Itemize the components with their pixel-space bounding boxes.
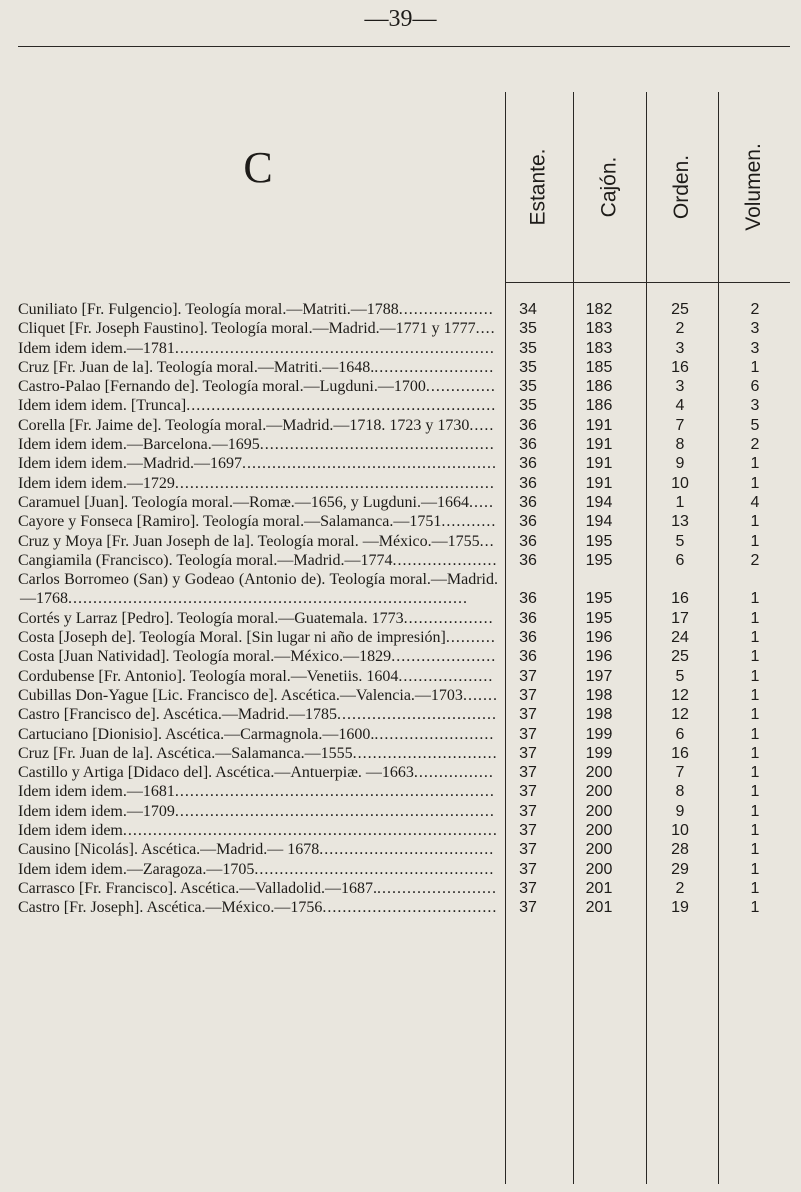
entry-orden: 5 — [675, 532, 685, 550]
entry-orden: 24 — [671, 629, 689, 647]
dot-leader: .............. — [425, 378, 496, 396]
entry-description: Idem idem idem.—1781................................................................ — [18, 339, 495, 357]
entry-cajon: 200 — [585, 764, 613, 782]
entry-estante: 37 — [519, 706, 537, 724]
dot-leader: ............................. — [352, 744, 498, 762]
entry-orden: 19 — [671, 899, 689, 917]
catalog-entry — [0, 782, 801, 801]
entry-description: Cordubense [Fr. Antonio]. Teología moral.—Venetiis. 1604................... — [18, 667, 494, 685]
entry-cajon: 201 — [585, 879, 613, 897]
entry-cajon: 200 — [585, 783, 613, 801]
entry-location — [0, 474, 801, 493]
top-rule — [18, 46, 790, 47]
catalog-entry — [0, 898, 801, 917]
catalog-entry — [0, 512, 801, 531]
entry-estante: 35 — [519, 339, 537, 357]
catalog-entry — [0, 300, 801, 319]
entry-cajon: 201 — [585, 899, 613, 917]
catalog-entry — [0, 879, 801, 898]
entry-estante: 36 — [519, 609, 537, 627]
entry-description: Idem idem idem.—Madrid.—1697................................................... — [18, 455, 497, 473]
entry-description: Idem idem idem........................................................................... — [18, 822, 498, 840]
entry-location — [0, 551, 801, 570]
entry-orden: 9 — [675, 455, 685, 473]
entry-estante: 37 — [519, 686, 537, 704]
catalog-entry — [0, 551, 801, 570]
entry-description: Castro-Palao [Fernando de]. Teología moral.—Lugduni.—1700.............. — [18, 378, 496, 396]
entry-location — [0, 339, 801, 358]
dot-leader: ................................................ — [254, 860, 495, 878]
entry-estante: 37 — [519, 783, 537, 801]
catalog-entry — [0, 802, 801, 821]
entry-estante: 36 — [519, 648, 537, 666]
entry-estante: 37 — [519, 841, 537, 859]
entry-cajon: 194 — [585, 513, 613, 531]
entry-cajon: 186 — [585, 378, 613, 396]
entry-estante: 37 — [519, 744, 537, 762]
entry-description: Cartuciano [Dionisio]. Ascética.—Carmagnola.—1600......................... — [18, 725, 495, 743]
entry-description: Cortés y Larraz [Pedro]. Teología moral.—Guatemala. 1773.................. — [18, 609, 494, 627]
column-header-cajon: Cajón. — [597, 156, 621, 218]
dot-leader: .... — [475, 320, 496, 338]
entry-orden: 9 — [675, 802, 685, 820]
entry-cajon: 198 — [585, 686, 613, 704]
catalog-entry — [0, 570, 801, 609]
entry-orden: 6 — [675, 725, 685, 743]
dot-leader: ........................ — [374, 725, 495, 743]
entry-volumen: 1 — [750, 764, 760, 782]
entry-estante: 36 — [519, 416, 537, 434]
dot-leader: ........................ — [377, 879, 498, 897]
entry-volumen: 5 — [750, 416, 760, 434]
entry-volumen: 4 — [750, 493, 760, 511]
entry-cajon: 200 — [585, 802, 613, 820]
entry-location — [0, 589, 801, 608]
entry-cajon: 200 — [585, 822, 613, 840]
catalog-entry — [0, 396, 801, 415]
entry-estante: 37 — [519, 822, 537, 840]
entry-estante: 36 — [519, 551, 537, 569]
entry-cajon: 183 — [585, 320, 613, 338]
dot-leader: ..... — [469, 416, 495, 434]
catalog-entry — [0, 377, 801, 396]
dot-leader: ................ — [413, 764, 494, 782]
dot-leader: ........................................................................... — [122, 822, 498, 840]
entry-volumen: 1 — [750, 609, 760, 627]
entry-description: Cubillas Don-Yague [Lic. Francisco de]. Ascética.—Valencia.—1703....... — [18, 686, 498, 704]
entry-orden: 29 — [671, 860, 689, 878]
entry-volumen: 1 — [750, 879, 760, 897]
dot-leader: ........................ — [374, 358, 495, 376]
catalog-entry — [0, 493, 801, 512]
entry-location — [0, 512, 801, 531]
catalog-entry — [0, 860, 801, 879]
catalog-entry — [0, 840, 801, 859]
entry-description: Corella [Fr. Jaime de]. Teología moral.—Madrid.—1718. 1723 y 1730..... — [18, 416, 495, 434]
entry-cajon: 195 — [585, 609, 613, 627]
entry-location — [0, 609, 801, 628]
entry-location — [0, 647, 801, 666]
entry-location — [0, 416, 801, 435]
entry-estante: 37 — [519, 879, 537, 897]
entry-estante: 37 — [519, 899, 537, 917]
entry-location — [0, 358, 801, 377]
entry-location — [0, 628, 801, 647]
entry-volumen: 1 — [750, 725, 760, 743]
catalog-entry — [0, 647, 801, 666]
entry-location — [0, 840, 801, 859]
catalog-entry — [0, 339, 801, 358]
dot-leader: ..... — [468, 493, 494, 511]
entry-orden: 4 — [675, 397, 685, 415]
entry-orden: 10 — [671, 474, 689, 492]
entry-cajon: 200 — [585, 860, 613, 878]
dot-leader: ............................................... — [259, 436, 495, 454]
entry-estante: 36 — [519, 493, 537, 511]
entry-volumen: 1 — [750, 744, 760, 762]
entry-orden: 2 — [675, 879, 685, 897]
entry-orden: 3 — [675, 339, 685, 357]
entry-cajon: 191 — [585, 474, 613, 492]
entry-volumen: 2 — [750, 436, 760, 454]
entry-estante: 36 — [519, 532, 537, 550]
entry-volumen: 1 — [750, 667, 760, 685]
entry-description: Carlos Borromeo (San) y Godeao (Antonio de). Teología moral.—Madrid.—1768................................................................................ — [18, 571, 498, 608]
entry-estante: 37 — [519, 725, 537, 743]
catalog-entry — [0, 416, 801, 435]
entry-cajon: 194 — [585, 493, 613, 511]
dot-leader: ................... — [398, 667, 494, 685]
entry-location — [0, 454, 801, 473]
entry-estante: 35 — [519, 358, 537, 376]
entry-description: Idem idem idem.—1681................................................................ — [18, 783, 495, 801]
entry-orden: 12 — [671, 686, 689, 704]
entry-cajon: 185 — [585, 358, 613, 376]
entry-description: Idem idem idem.—Zaragoza.—1705................................................ — [18, 860, 495, 878]
entry-volumen: 6 — [750, 378, 760, 396]
catalog-entry — [0, 435, 801, 454]
dot-leader: ... — [479, 532, 495, 550]
entry-estante: 36 — [519, 436, 537, 454]
catalog-entry — [0, 821, 801, 840]
catalog-entry — [0, 454, 801, 473]
entry-description: Castro [Fr. Joseph]. Ascética.—México.—1756................................... — [18, 899, 498, 917]
entry-cajon: 186 — [585, 397, 613, 415]
dot-leader: ................................................................................ — [68, 590, 468, 608]
entry-orden: 16 — [671, 744, 689, 762]
catalog-entry — [0, 609, 801, 628]
entry-estante: 36 — [519, 590, 537, 608]
entry-description: Costa [Joseph de]. Teología Moral. [Sin lugar ni año de impresión].......... — [18, 629, 496, 647]
entry-location — [0, 435, 801, 454]
catalog-entry — [0, 667, 801, 686]
dot-leader: ..................... — [392, 551, 498, 569]
entry-volumen: 1 — [750, 358, 760, 376]
entry-location — [0, 300, 801, 319]
entry-estante: 37 — [519, 802, 537, 820]
entry-description: Causino [Nicolás]. Ascética.—Madrid.— 1678................................... — [18, 841, 495, 859]
entry-estante: 35 — [519, 397, 537, 415]
dot-leader: ................................................................ — [174, 783, 495, 801]
entry-estante: 37 — [519, 860, 537, 878]
entry-orden: 10 — [671, 822, 689, 840]
entry-cajon: 198 — [585, 706, 613, 724]
entry-location — [0, 493, 801, 512]
entry-estante: 35 — [519, 320, 537, 338]
entry-description: Cuniliato [Fr. Fulgencio]. Teología moral.—Matriti.—1788................... — [18, 301, 494, 318]
catalog-entry — [0, 532, 801, 551]
dot-leader: ................................................................ — [174, 802, 495, 820]
entry-location — [0, 860, 801, 879]
catalog-entries — [0, 300, 801, 918]
dot-leader: ................................................... — [241, 455, 497, 473]
entry-description: Caramuel [Juan]. Teología moral.—Romæ.—1656, y Lugduni.—1664..... — [18, 493, 494, 511]
dot-leader: .......... — [445, 629, 496, 647]
dot-leader: ................................................................ — [174, 339, 495, 357]
entry-description: Cayore y Fonseca [Ramiro]. Teología moral.—Salamanca.—1751........... — [18, 513, 497, 531]
entry-volumen: 1 — [750, 474, 760, 492]
entry-volumen: 1 — [750, 802, 760, 820]
entry-orden: 3 — [675, 378, 685, 396]
entry-description: Idem idem idem.—Barcelona.—1695............................................... — [18, 436, 495, 454]
entry-orden: 8 — [675, 436, 685, 454]
dot-leader: ..................... — [391, 648, 497, 666]
entry-location — [0, 377, 801, 396]
entry-orden: 2 — [675, 320, 685, 338]
entry-orden: 25 — [671, 301, 689, 318]
entry-orden: 8 — [675, 783, 685, 801]
dot-leader: ................................ — [337, 706, 498, 724]
entry-estante: 37 — [519, 764, 537, 782]
entry-orden: 7 — [675, 764, 685, 782]
entry-estante: 35 — [519, 378, 537, 396]
entry-orden: 12 — [671, 706, 689, 724]
entry-description: Idem idem idem.—1709................................................................ — [18, 802, 495, 820]
entry-volumen: 1 — [750, 590, 760, 608]
entry-orden: 5 — [675, 667, 685, 685]
catalog-entry — [0, 358, 801, 377]
dot-leader: .................. — [403, 609, 494, 627]
entry-cajon: 196 — [585, 648, 613, 666]
entry-orden: 13 — [671, 513, 689, 531]
entry-cajon: 191 — [585, 436, 613, 454]
entry-volumen: 1 — [750, 513, 760, 531]
catalog-entry — [0, 705, 801, 724]
entry-cajon: 195 — [585, 532, 613, 550]
entry-volumen: 3 — [750, 397, 760, 415]
header-rule — [505, 282, 790, 283]
entry-location — [0, 782, 801, 801]
entry-estante: 36 — [519, 455, 537, 473]
entry-description: Idem idem idem. [Trunca].............................................................. — [18, 397, 497, 415]
entry-cajon: 200 — [585, 841, 613, 859]
entry-location — [0, 319, 801, 338]
entry-cajon: 195 — [585, 551, 613, 569]
catalog-entry — [0, 725, 801, 744]
entry-cajon: 195 — [585, 590, 613, 608]
entry-description: Cliquet [Fr. Joseph Faustino]. Teología moral.—Madrid.—1771 y 1777.... — [18, 320, 496, 338]
entry-volumen: 1 — [750, 648, 760, 666]
entry-description: Cruz [Fr. Juan de la]. Teología moral.—Matriti.—1648......................... — [18, 358, 495, 376]
entry-orden: 28 — [671, 841, 689, 859]
entry-volumen: 1 — [750, 860, 760, 878]
entry-cajon: 199 — [585, 744, 613, 762]
entry-location — [0, 667, 801, 686]
entry-volumen: 1 — [750, 822, 760, 840]
catalog-entry — [0, 686, 801, 705]
entry-location — [0, 898, 801, 917]
catalog-entry — [0, 474, 801, 493]
entry-description: Cruz [Fr. Juan de la]. Ascética.—Salamanca.—1555............................. — [18, 744, 498, 762]
entry-volumen: 1 — [750, 899, 760, 917]
entry-description: Idem idem idem.—1729................................................................ — [18, 474, 495, 492]
dot-leader: ........... — [441, 513, 497, 531]
entry-volumen: 1 — [750, 841, 760, 859]
section-letter: C — [243, 143, 273, 192]
entry-volumen: 2 — [750, 551, 760, 569]
entry-orden: 1 — [675, 493, 685, 511]
column-header-volumen: Volumen. — [742, 143, 765, 231]
entry-orden: 25 — [671, 648, 689, 666]
dot-leader: ....... — [462, 686, 498, 704]
entry-cajon: 199 — [585, 725, 613, 743]
entry-location — [0, 532, 801, 551]
entry-description: Costa [Juan Natividad]. Teología moral.—México.—1829..................... — [18, 648, 497, 666]
dot-leader: ................................... — [322, 899, 498, 917]
entry-description: Cruz y Moya [Fr. Juan Joseph de la]. Teología moral. —México.—1755... — [18, 532, 495, 550]
entry-location — [0, 879, 801, 898]
entry-location — [0, 396, 801, 415]
entry-orden: 16 — [671, 590, 689, 608]
entry-volumen: 1 — [750, 629, 760, 647]
entry-estante: 36 — [519, 513, 537, 531]
entry-estante: 37 — [519, 667, 537, 685]
dot-leader: ................................... — [319, 841, 495, 859]
entry-cajon: 191 — [585, 416, 613, 434]
page-number: —39— — [364, 6, 437, 32]
entry-cajon: 196 — [585, 629, 613, 647]
entry-volumen: 1 — [750, 686, 760, 704]
entry-cajon: 183 — [585, 339, 613, 357]
entry-volumen: 1 — [750, 532, 760, 550]
entry-volumen: 1 — [750, 706, 760, 724]
entry-description: Castillo y Artiga [Didaco del]. Ascética.—Antuerpiæ. —1663................ — [18, 764, 494, 782]
catalog-entry — [0, 744, 801, 763]
entry-orden: 17 — [671, 609, 689, 627]
entry-orden: 7 — [675, 416, 685, 434]
entry-location — [0, 725, 801, 744]
entry-location — [0, 705, 801, 724]
entry-location — [0, 686, 801, 705]
dot-leader: ................... — [398, 301, 494, 318]
entry-estante: 36 — [519, 629, 537, 647]
entry-location — [0, 802, 801, 821]
dot-leader: ................................................................ — [174, 474, 495, 492]
catalog-entry — [0, 319, 801, 338]
entry-cajon: 182 — [585, 301, 613, 318]
entry-volumen: 2 — [750, 301, 760, 318]
catalog-entry — [0, 628, 801, 647]
entry-volumen: 1 — [750, 783, 760, 801]
dot-leader: .............................................................. — [186, 397, 497, 415]
entry-estante: 34 — [519, 301, 537, 318]
entry-description: Carrasco [Fr. Francisco]. Ascética.—Valladolid.—1687......................... — [18, 879, 498, 897]
entry-cajon: 191 — [585, 455, 613, 473]
entry-orden: 16 — [671, 358, 689, 376]
entry-location — [0, 821, 801, 840]
entry-volumen: 1 — [750, 455, 760, 473]
entry-description: Castro [Francisco de]. Ascética.—Madrid.—1785................................ — [18, 706, 498, 724]
entry-description: Cangiamila (Francisco). Teología moral.—Madrid.—1774..................... — [18, 551, 498, 569]
column-header-estante: Estante. — [527, 148, 550, 226]
entry-orden: 6 — [675, 551, 685, 569]
catalog-entry — [0, 763, 801, 782]
entry-location — [0, 763, 801, 782]
entry-location — [0, 744, 801, 763]
entry-volumen: 3 — [750, 339, 760, 357]
entry-cajon: 197 — [585, 667, 613, 685]
entry-volumen: 3 — [750, 320, 760, 338]
entry-estante: 36 — [519, 474, 537, 492]
column-header-orden: Orden. — [669, 154, 693, 220]
